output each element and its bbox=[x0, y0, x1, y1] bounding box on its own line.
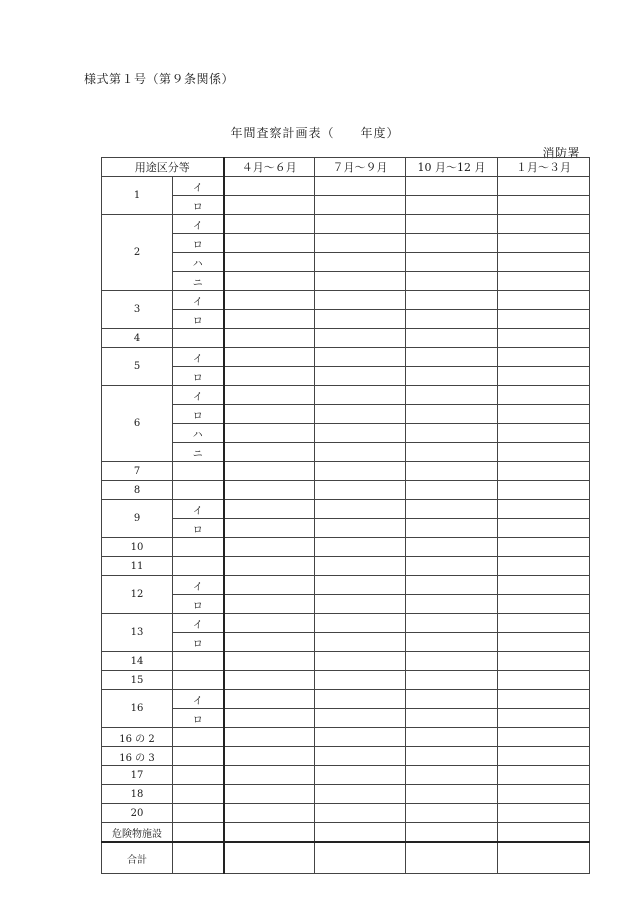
usage-subcategory-cell: ロ bbox=[173, 519, 224, 538]
usage-subcategory-cell: イ bbox=[173, 386, 224, 405]
usage-subcategory-cell bbox=[173, 557, 224, 576]
usage-subcategory-cell: イ bbox=[173, 576, 224, 595]
plan-cell-q2[interactable] bbox=[315, 481, 406, 500]
plan-cell-q4[interactable] bbox=[498, 367, 590, 386]
usage-subcategory-cell bbox=[173, 481, 224, 500]
usage-subcategory-cell: ロ bbox=[173, 367, 224, 386]
usage-subcategory-cell: ニ bbox=[173, 272, 224, 291]
header-q2: ７月～９月 bbox=[315, 158, 406, 177]
table-row bbox=[102, 272, 590, 291]
plan-cell-q2[interactable] bbox=[315, 500, 406, 519]
usage-category-cell: 1 bbox=[102, 177, 173, 215]
plan-cell-q4[interactable] bbox=[498, 804, 590, 823]
plan-cell-q3[interactable] bbox=[406, 177, 498, 196]
plan-cell-q4[interactable] bbox=[498, 614, 590, 633]
total-cell-q3[interactable] bbox=[406, 842, 498, 874]
plan-cell-q4[interactable] bbox=[498, 728, 590, 747]
plan-cell-q4[interactable] bbox=[498, 652, 590, 671]
total-cell-q2[interactable] bbox=[315, 842, 406, 874]
plan-cell-q1[interactable] bbox=[224, 766, 315, 785]
plan-cell-q2[interactable] bbox=[315, 576, 406, 595]
usage-category-cell: 16 の 2 bbox=[102, 728, 173, 747]
usage-category-cell: 7 bbox=[102, 462, 173, 481]
plan-cell-q1[interactable] bbox=[224, 443, 315, 462]
plan-cell-q2[interactable] bbox=[315, 215, 406, 234]
table-row bbox=[102, 177, 590, 196]
table-row bbox=[102, 614, 590, 633]
total-cell-q1[interactable] bbox=[224, 842, 315, 874]
plan-cell-q2[interactable] bbox=[315, 367, 406, 386]
table-row bbox=[102, 329, 590, 348]
table-row bbox=[102, 253, 590, 272]
plan-cell-q3[interactable] bbox=[406, 614, 498, 633]
usage-subcategory-cell: ニ bbox=[173, 443, 224, 462]
plan-cell-q1[interactable] bbox=[224, 747, 315, 766]
plan-cell-q1[interactable] bbox=[224, 177, 315, 196]
plan-cell-q3[interactable] bbox=[406, 823, 498, 843]
plan-cell-q2[interactable] bbox=[315, 291, 406, 310]
plan-cell-q2[interactable] bbox=[315, 766, 406, 785]
plan-cell-q4[interactable] bbox=[498, 481, 590, 500]
plan-cell-q3[interactable] bbox=[406, 310, 498, 329]
table-row bbox=[102, 481, 590, 500]
plan-cell-q4[interactable] bbox=[498, 766, 590, 785]
table-row bbox=[102, 367, 590, 386]
table-row bbox=[102, 310, 590, 329]
usage-category-cell: 11 bbox=[102, 557, 173, 576]
plan-cell-q3[interactable] bbox=[406, 481, 498, 500]
plan-cell-q2[interactable] bbox=[315, 785, 406, 804]
plan-cell-q4[interactable] bbox=[498, 500, 590, 519]
plan-cell-q4[interactable] bbox=[498, 557, 590, 576]
plan-cell-q4[interactable] bbox=[498, 215, 590, 234]
plan-cell-q3[interactable] bbox=[406, 424, 498, 443]
plan-cell-q3[interactable] bbox=[406, 709, 498, 728]
plan-cell-q2[interactable] bbox=[315, 405, 406, 424]
header-row bbox=[102, 158, 590, 177]
plan-cell-q2[interactable] bbox=[315, 386, 406, 405]
usage-category-cell: 9 bbox=[102, 500, 173, 538]
table-row bbox=[102, 234, 590, 253]
plan-cell-q3[interactable] bbox=[406, 595, 498, 614]
table-row bbox=[102, 671, 590, 690]
plan-cell-q1[interactable] bbox=[224, 557, 315, 576]
usage-category-cell: 3 bbox=[102, 291, 173, 329]
plan-cell-q4[interactable] bbox=[498, 709, 590, 728]
total-cell-q4[interactable] bbox=[498, 842, 590, 874]
usage-category-cell: 18 bbox=[102, 785, 173, 804]
usage-category-cell: 20 bbox=[102, 804, 173, 823]
total-row bbox=[102, 842, 590, 874]
plan-cell-q2[interactable] bbox=[315, 690, 406, 709]
plan-cell-q4[interactable] bbox=[498, 253, 590, 272]
table-row bbox=[102, 709, 590, 728]
plan-cell-q1[interactable] bbox=[224, 462, 315, 481]
usage-category-cell: 13 bbox=[102, 614, 173, 652]
plan-cell-q2[interactable] bbox=[315, 234, 406, 253]
plan-cell-q4[interactable] bbox=[498, 462, 590, 481]
station-label: 消防署 bbox=[542, 146, 580, 160]
usage-category-cell: 5 bbox=[102, 348, 173, 386]
table-row bbox=[102, 443, 590, 462]
usage-subcategory-cell: ロ bbox=[173, 633, 224, 652]
plan-cell-q3[interactable] bbox=[406, 462, 498, 481]
plan-cell-q2[interactable] bbox=[315, 177, 406, 196]
table-row bbox=[102, 633, 590, 652]
plan-cell-q3[interactable] bbox=[406, 671, 498, 690]
plan-cell-q4[interactable] bbox=[498, 671, 590, 690]
plan-cell-q1[interactable] bbox=[224, 652, 315, 671]
plan-cell-q2[interactable] bbox=[315, 823, 406, 843]
usage-subcategory-cell: ロ bbox=[173, 310, 224, 329]
plan-cell-q3[interactable] bbox=[406, 576, 498, 595]
title-right: 年度） bbox=[360, 126, 400, 140]
plan-cell-q2[interactable] bbox=[315, 519, 406, 538]
plan-cell-q1[interactable] bbox=[224, 576, 315, 595]
usage-subcategory-cell bbox=[173, 804, 224, 823]
usage-subcategory-cell bbox=[173, 652, 224, 671]
plan-cell-q3[interactable] bbox=[406, 690, 498, 709]
plan-cell-q4[interactable] bbox=[498, 690, 590, 709]
plan-cell-q3[interactable] bbox=[406, 747, 498, 766]
table-row bbox=[102, 690, 590, 709]
table-row bbox=[102, 595, 590, 614]
plan-cell-q3[interactable] bbox=[406, 291, 498, 310]
table-row bbox=[102, 538, 590, 557]
plan-cell-q2[interactable] bbox=[315, 804, 406, 823]
table-row bbox=[102, 519, 590, 538]
table-body bbox=[102, 177, 590, 874]
plan-cell-q2[interactable] bbox=[315, 329, 406, 348]
usage-subcategory-cell: ロ bbox=[173, 234, 224, 253]
plan-cell-q3[interactable] bbox=[406, 386, 498, 405]
plan-cell-q3[interactable] bbox=[406, 329, 498, 348]
usage-subcategory-cell bbox=[173, 462, 224, 481]
plan-cell-q2[interactable] bbox=[315, 709, 406, 728]
plan-cell-q1[interactable] bbox=[224, 329, 315, 348]
plan-cell-q4[interactable] bbox=[498, 785, 590, 804]
plan-cell-q1[interactable] bbox=[224, 785, 315, 804]
plan-cell-q1[interactable] bbox=[224, 614, 315, 633]
plan-cell-q1[interactable] bbox=[224, 405, 315, 424]
table-row bbox=[102, 291, 590, 310]
usage-category-cell: 12 bbox=[102, 576, 173, 614]
plan-cell-q3[interactable] bbox=[406, 405, 498, 424]
table-row bbox=[102, 804, 590, 823]
plan-cell-q1[interactable] bbox=[224, 310, 315, 329]
plan-cell-q1[interactable] bbox=[224, 481, 315, 500]
table-row bbox=[102, 424, 590, 443]
plan-cell-q1[interactable] bbox=[224, 348, 315, 367]
plan-cell-q1[interactable] bbox=[224, 367, 315, 386]
plan-cell-q3[interactable] bbox=[406, 766, 498, 785]
plan-cell-q3[interactable] bbox=[406, 215, 498, 234]
usage-subcategory-cell bbox=[173, 671, 224, 690]
plan-cell-q3[interactable] bbox=[406, 234, 498, 253]
plan-cell-q2[interactable] bbox=[315, 747, 406, 766]
plan-cell-q4[interactable] bbox=[498, 747, 590, 766]
plan-cell-q1[interactable] bbox=[224, 234, 315, 253]
plan-cell-q4[interactable] bbox=[498, 234, 590, 253]
plan-cell-q2[interactable] bbox=[315, 595, 406, 614]
plan-cell-q3[interactable] bbox=[406, 728, 498, 747]
usage-subcategory-cell: ハ bbox=[173, 253, 224, 272]
plan-cell-q1[interactable] bbox=[224, 386, 315, 405]
plan-cell-q1[interactable] bbox=[224, 253, 315, 272]
table-row bbox=[102, 785, 590, 804]
table-row bbox=[102, 386, 590, 405]
title-left: 年間査察計画表（ bbox=[230, 126, 335, 140]
plan-cell-q1[interactable] bbox=[224, 804, 315, 823]
usage-category-cell: 8 bbox=[102, 481, 173, 500]
plan-cell-q2[interactable] bbox=[315, 443, 406, 462]
usage-subcategory-cell: ロ bbox=[173, 196, 224, 215]
usage-category-cell: 15 bbox=[102, 671, 173, 690]
plan-cell-q4[interactable] bbox=[498, 633, 590, 652]
usage-category-cell: 4 bbox=[102, 329, 173, 348]
plan-cell-q3[interactable] bbox=[406, 633, 498, 652]
usage-subcategory-cell bbox=[173, 785, 224, 804]
usage-subcategory-cell: イ bbox=[173, 500, 224, 519]
plan-cell-q2[interactable] bbox=[315, 196, 406, 215]
plan-cell-q2[interactable] bbox=[315, 614, 406, 633]
usage-subcategory-cell bbox=[173, 747, 224, 766]
table-row bbox=[102, 747, 590, 766]
plan-cell-q1[interactable] bbox=[224, 728, 315, 747]
plan-cell-q4[interactable] bbox=[498, 329, 590, 348]
usage-subcategory-cell: ロ bbox=[173, 709, 224, 728]
header-q4: １月～３月 bbox=[498, 158, 590, 177]
usage-subcategory-cell bbox=[173, 766, 224, 785]
plan-cell-q1[interactable] bbox=[224, 196, 315, 215]
table-row bbox=[102, 215, 590, 234]
usage-category-cell: 16 の 3 bbox=[102, 747, 173, 766]
plan-cell-q2[interactable] bbox=[315, 557, 406, 576]
plan-cell-q3[interactable] bbox=[406, 785, 498, 804]
plan-cell-q4[interactable] bbox=[498, 519, 590, 538]
plan-cell-q1[interactable] bbox=[224, 671, 315, 690]
table-row bbox=[102, 576, 590, 595]
plan-cell-q4[interactable] bbox=[498, 386, 590, 405]
table-row bbox=[102, 766, 590, 785]
usage-subcategory-cell: ハ bbox=[173, 424, 224, 443]
usage-category-cell: 10 bbox=[102, 538, 173, 557]
plan-cell-q3[interactable] bbox=[406, 804, 498, 823]
plan-cell-q4[interactable] bbox=[498, 576, 590, 595]
inspection-plan-table bbox=[101, 157, 590, 874]
plan-cell-q3[interactable] bbox=[406, 367, 498, 386]
usage-subcategory-cell: ロ bbox=[173, 405, 224, 424]
usage-category-cell: 危険物施設 bbox=[102, 823, 173, 843]
plan-cell-q4[interactable] bbox=[498, 272, 590, 291]
plan-cell-q2[interactable] bbox=[315, 538, 406, 557]
usage-subcategory-cell: イ bbox=[173, 690, 224, 709]
plan-cell-q4[interactable] bbox=[498, 823, 590, 843]
usage-category-cell: 17 bbox=[102, 766, 173, 785]
usage-subcategory-cell: イ bbox=[173, 291, 224, 310]
usage-subcategory-cell bbox=[173, 329, 224, 348]
plan-cell-q2[interactable] bbox=[315, 728, 406, 747]
plan-cell-q3[interactable] bbox=[406, 196, 498, 215]
plan-cell-q1[interactable] bbox=[224, 823, 315, 843]
table-row bbox=[102, 652, 590, 671]
usage-category-cell: 2 bbox=[102, 215, 173, 291]
table-row bbox=[102, 405, 590, 424]
plan-cell-q4[interactable] bbox=[498, 595, 590, 614]
table-row bbox=[102, 823, 590, 843]
table-row bbox=[102, 728, 590, 747]
plan-cell-q4[interactable] bbox=[498, 405, 590, 424]
plan-cell-q1[interactable] bbox=[224, 500, 315, 519]
plan-cell-q3[interactable] bbox=[406, 272, 498, 291]
plan-cell-q1[interactable] bbox=[224, 538, 315, 557]
plan-cell-q3[interactable] bbox=[406, 538, 498, 557]
usage-subcategory-cell: ロ bbox=[173, 595, 224, 614]
plan-cell-q2[interactable] bbox=[315, 424, 406, 443]
plan-cell-q3[interactable] bbox=[406, 443, 498, 462]
usage-subcategory-cell: イ bbox=[173, 177, 224, 196]
plan-cell-q1[interactable] bbox=[224, 709, 315, 728]
table-row bbox=[102, 557, 590, 576]
total-label: 合計 bbox=[102, 842, 173, 874]
plan-cell-q3[interactable] bbox=[406, 519, 498, 538]
plan-cell-q2[interactable] bbox=[315, 253, 406, 272]
plan-cell-q2[interactable] bbox=[315, 671, 406, 690]
plan-cell-q3[interactable] bbox=[406, 253, 498, 272]
usage-category-cell: 16 bbox=[102, 690, 173, 728]
plan-cell-q1[interactable] bbox=[224, 633, 315, 652]
plan-cell-q4[interactable] bbox=[498, 291, 590, 310]
usage-subcategory-cell bbox=[173, 823, 224, 843]
plan-cell-q2[interactable] bbox=[315, 310, 406, 329]
plan-cell-q2[interactable] bbox=[315, 652, 406, 671]
plan-cell-q1[interactable] bbox=[224, 595, 315, 614]
table-row bbox=[102, 500, 590, 519]
plan-cell-q3[interactable] bbox=[406, 652, 498, 671]
plan-cell-q4[interactable] bbox=[498, 196, 590, 215]
usage-subcategory-cell: イ bbox=[173, 348, 224, 367]
plan-cell-q1[interactable] bbox=[224, 519, 315, 538]
usage-subcategory-cell: イ bbox=[173, 215, 224, 234]
plan-cell-q1[interactable] bbox=[224, 215, 315, 234]
header-q1: ４月～６月 bbox=[224, 158, 315, 177]
plan-cell-q3[interactable] bbox=[406, 557, 498, 576]
usage-subcategory-cell bbox=[173, 728, 224, 747]
plan-cell-q4[interactable] bbox=[498, 348, 590, 367]
plan-cell-q4[interactable] bbox=[498, 538, 590, 557]
plan-cell-q4[interactable] bbox=[498, 424, 590, 443]
plan-cell-q1[interactable] bbox=[224, 291, 315, 310]
table-row bbox=[102, 348, 590, 367]
plan-cell-q1[interactable] bbox=[224, 690, 315, 709]
plan-cell-q4[interactable] bbox=[498, 310, 590, 329]
plan-cell-q4[interactable] bbox=[498, 443, 590, 462]
usage-category-cell: 6 bbox=[102, 386, 173, 462]
plan-cell-q2[interactable] bbox=[315, 462, 406, 481]
plan-cell-q1[interactable] bbox=[224, 272, 315, 291]
table-row bbox=[102, 462, 590, 481]
form-number: 様式第１号（第９条関係） bbox=[84, 72, 235, 86]
total-subcategory-cell bbox=[173, 842, 224, 874]
plan-cell-q2[interactable] bbox=[315, 272, 406, 291]
plan-cell-q3[interactable] bbox=[406, 348, 498, 367]
plan-cell-q1[interactable] bbox=[224, 424, 315, 443]
header-q3: 10 月～12 月 bbox=[406, 158, 498, 177]
usage-subcategory-cell bbox=[173, 538, 224, 557]
header-usage: 用途区分等 bbox=[102, 158, 224, 177]
table-row bbox=[102, 196, 590, 215]
usage-category-cell: 14 bbox=[102, 652, 173, 671]
plan-cell-q2[interactable] bbox=[315, 633, 406, 652]
usage-subcategory-cell: イ bbox=[173, 614, 224, 633]
plan-cell-q4[interactable] bbox=[498, 177, 590, 196]
plan-cell-q3[interactable] bbox=[406, 500, 498, 519]
document-title bbox=[0, 124, 630, 141]
plan-cell-q2[interactable] bbox=[315, 348, 406, 367]
